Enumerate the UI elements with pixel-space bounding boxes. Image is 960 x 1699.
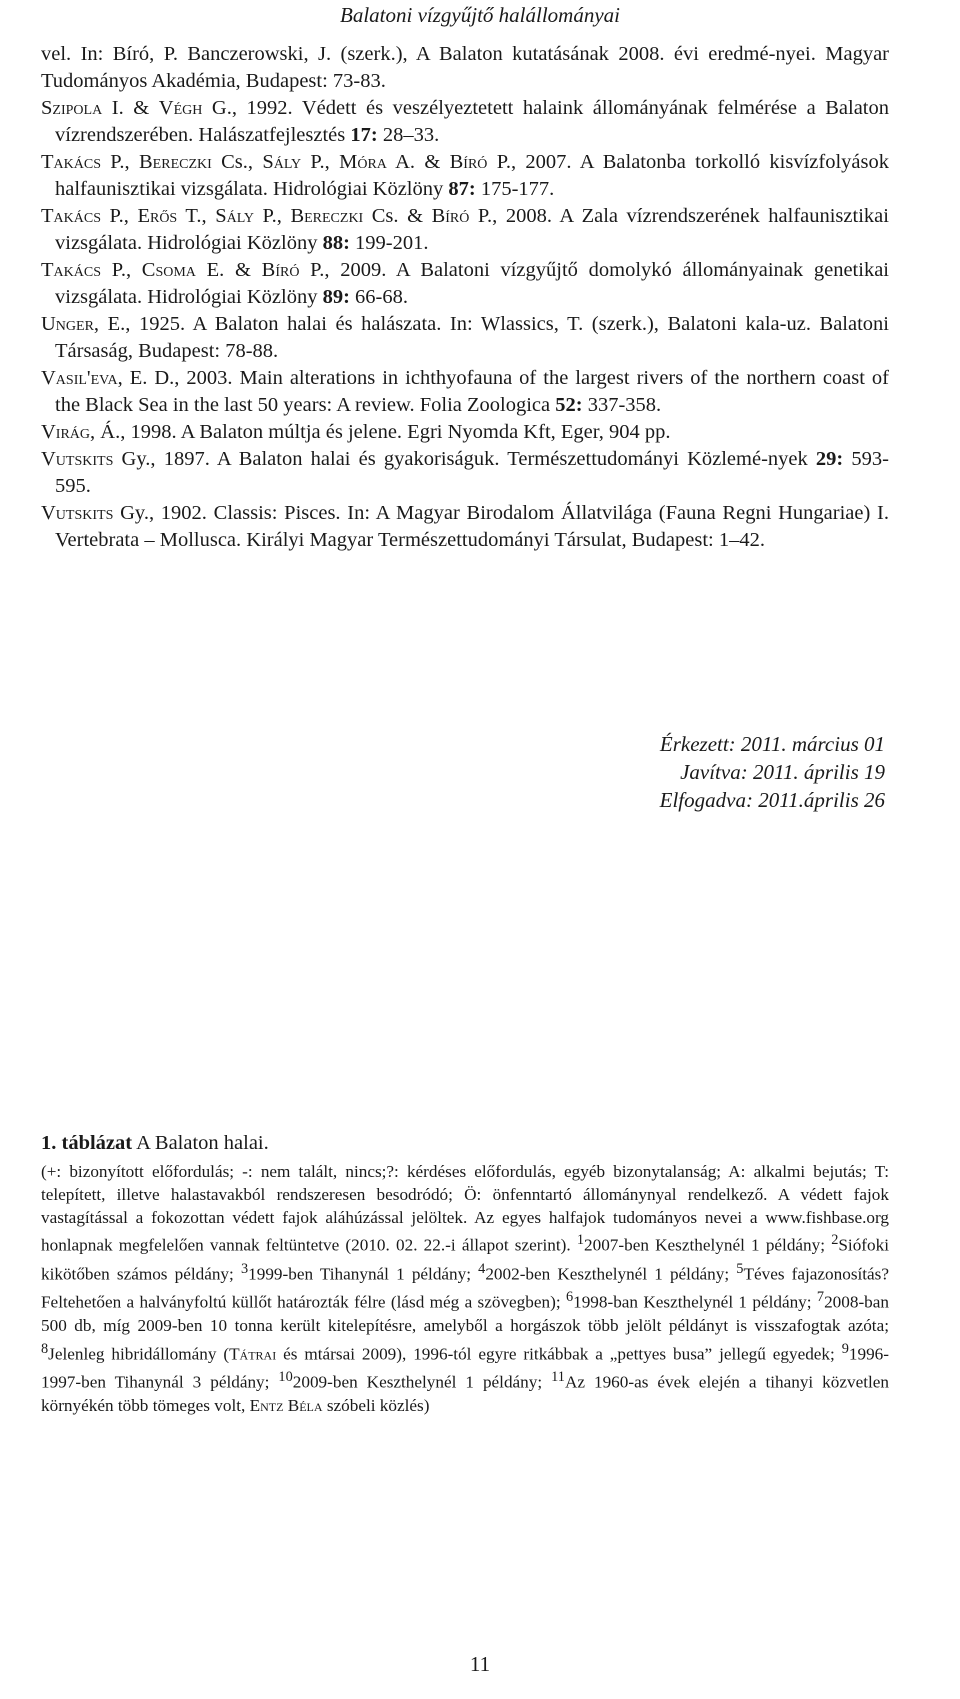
reference-pages: 337-358. [582, 394, 662, 416]
reference-year: P., 2008. [469, 205, 552, 227]
reference-item [41, 257, 889, 311]
author-name: Bereczki [139, 151, 212, 173]
reference-pages: 199-201. [349, 232, 429, 254]
reference-year: , E. D., 2003. [117, 367, 233, 389]
author-name: Vasil'eva [41, 367, 118, 389]
reference-item [41, 311, 889, 365]
author-name: Entz Béla [249, 1395, 323, 1415]
reference-item [41, 500, 889, 554]
author-separator: Cs. & [363, 205, 432, 227]
footnote-marker: 1 [576, 1232, 585, 1249]
author-name: Szipola [41, 97, 103, 119]
reference-item [41, 419, 889, 446]
note-text: Jelenleg hibridállomány ( [48, 1344, 230, 1364]
author-name: Bíró [261, 259, 300, 281]
note-text: 1998-ban Keszthelynél 1 példány; [573, 1293, 817, 1313]
reference-text: A Balatoni vízgyűjtő domolykó állományainak genetikai vizsgálata. Hidrológiai Közlöny [55, 259, 889, 308]
table-title: A Balaton halai. [132, 1132, 269, 1154]
reference-year: Gy., 1902. [113, 502, 207, 524]
reference-pages: 175-177. [475, 178, 555, 200]
table-label: 1. táblázat [41, 1132, 133, 1154]
reference-item [41, 365, 889, 419]
author-name: Sály [215, 205, 254, 227]
reference-text: Classis: Pisces. In: A Magyar Birodalom Állatvilága (Fauna Regni Hungariae) I. Vertebrata – Mollusca. Királyi Magyar Természettudományi Társulat, Budapest: 1–42. [55, 502, 889, 551]
reference-volume: 52: [555, 394, 583, 416]
note-text: szóbeli közlés) [322, 1395, 430, 1415]
footnote-marker: 4 [478, 1260, 486, 1277]
table-note [41, 1161, 889, 1418]
footnote-marker: 5 [736, 1260, 744, 1277]
page-number: 11 [469, 1652, 491, 1676]
note-text: 1999-ben Tihanynál 1 példány; [248, 1264, 479, 1284]
reference-item [41, 95, 889, 149]
author-name: Bíró [449, 151, 488, 173]
reference-item [41, 446, 889, 500]
reference-year: G., 1992. [202, 97, 293, 119]
note-text: 1996-1997-ben Tihanynál 3 példány; [41, 1344, 889, 1393]
reference-item [41, 41, 889, 95]
note-text: Téves fajazonosítás? Feltehetően a halványfoltú küllőt határozták félre (lásd még a szövegben); [41, 1264, 889, 1313]
reference-item [41, 149, 889, 203]
note-text: Az 1960-as évek elején a tihanyi közvetlen környékén több tömeges volt, [41, 1373, 889, 1415]
author-separator: P., [253, 205, 291, 227]
reference-list [41, 41, 889, 554]
running-head: Balatoni vízgyűjtő halállományai [340, 3, 620, 27]
reference-text: Védett és veszélyeztetett halaink állományának felmérése a Balaton vízrendszerében. Halászatfejlesztés [55, 97, 889, 146]
reference-volume: 87: [448, 178, 476, 200]
reference-text: vel. In: Bíró, P. Banczerowski, J. (szerk.), A Balaton kutatásának 2008. évi eredmé-nyei. Magyar Tudományos Akadémia, Budapest: 73-83. [41, 43, 889, 92]
author-separator: I. & [102, 97, 159, 119]
reference-pages: 66-68. [349, 286, 408, 308]
reference-volume: 89: [322, 286, 350, 308]
reference-text: A Zala vízrendszerének halfaunisztikai vizsgálata. Hidrológiai Közlöny [55, 205, 889, 254]
author-name: Vutskits [41, 502, 114, 524]
author-separator: P., [100, 151, 139, 173]
author-name: Erős [137, 205, 178, 227]
author-name: Virág [41, 421, 91, 443]
author-separator: P., [100, 205, 138, 227]
reference-year: , E., 1925. [93, 313, 186, 335]
article-dates [660, 730, 885, 814]
received-date: Érkezett: 2011. március 01 [659, 732, 885, 756]
footnote-marker: 3 [240, 1260, 249, 1277]
reference-item [41, 203, 889, 257]
note-text: 2009-ben Keszthelynél 1 példány; [292, 1373, 552, 1393]
revised-date: Javítva: 2011. április 19 [680, 760, 885, 784]
author-name: Vutskits [41, 448, 114, 470]
footnote-marker: 10 [278, 1369, 293, 1386]
author-name: Bereczki [290, 205, 364, 227]
author-name: Takács [41, 259, 101, 281]
author-separator: A. & [386, 151, 450, 173]
author-name: Unger [41, 313, 94, 335]
note-text: és mtársai 2009), 1996-tól egyre ritkábbak a „pettyes busa” jellegű egyedek; [276, 1344, 842, 1364]
note-text: Siófoki kikötőben számos példány; [41, 1236, 889, 1284]
author-separator: Cs., [211, 151, 263, 173]
reference-text: A Balaton múltja és jelene. Egri Nyomda Kft, Eger, 904 pp. [176, 421, 671, 443]
note-text: 2002-ben Keszthelynél 1 példány; [485, 1264, 737, 1284]
footnote-marker: 11 [551, 1369, 565, 1386]
author-separator: P., [100, 259, 142, 281]
author-name: Takács [41, 151, 101, 173]
note-text: 2008-ban 500 db, míg 2009-ben 10 tonna került kitelepítésre, amelyből a horgászok több jelölt példányt is visszafogtak azóta; [41, 1293, 889, 1335]
author-name: Takács [41, 205, 101, 227]
author-name: Tátrai [229, 1344, 277, 1364]
reference-year: Gy., 1897. [113, 448, 210, 470]
reference-pages: 593-595. [55, 448, 889, 497]
reference-text: Main alterations in ichthyofauna of the largest rivers of the northern coast of the Black Sea in the last 50 years: A review. Folia Zoologica [55, 367, 890, 416]
accepted-date: Elfogadva: 2011.április 26 [659, 788, 885, 812]
reference-text: A Balatonba torkolló kisvízfolyások halfaunisztikai vizsgálata. Hidrológiai Közlöny [55, 151, 889, 200]
author-separator: T., [177, 205, 216, 227]
reference-year: P., 2007. [487, 151, 572, 173]
reference-year: P., 2009. [299, 259, 387, 281]
reference-text: A Balaton halai és gyakoriságuk. Természettudományi Közlemé-nyek [209, 448, 816, 470]
author-name: Csoma [141, 259, 196, 281]
table-caption [41, 1130, 269, 1157]
reference-text: A Balaton halai és halászata. In: Wlassics, T. (szerk.), Balatoni kala-uz. Balatoni Társaság, Budapest: 78-88. [55, 313, 889, 362]
reference-volume: 29: [815, 448, 844, 470]
note-text: (+: bizonyított előfordulás; -: nem talált, nincs;?: kérdéses előfordulás, egyéb bizonytalanság; A: alkalmi bejutás; T: telepített, illetve halastavakból rendszeresen besodródó; Ö: önfenntartó állománynyal rendelkező. A védett fajok vastagítással a fokozottan védett fajok aláhúzással jelöltek. Az egyes halfajok tudományos nevei a www.fishbase.org honlapnak megfelelően vannak feltüntetve (2010. 02. 22.-i állapot szerint). [41, 1162, 889, 1256]
author-separator: E. & [195, 259, 262, 281]
author-name: Móra [339, 151, 387, 173]
reference-volume: 88: [322, 232, 350, 254]
author-name: Bíró [431, 205, 470, 227]
author-name: Sály [262, 151, 302, 173]
reference-year: , Á., 1998. [90, 421, 177, 443]
reference-pages: 28–33. [377, 124, 440, 146]
footnote-marker: 9 [841, 1340, 849, 1357]
footnote-marker: 7 [816, 1289, 825, 1306]
footnote-marker: 6 [565, 1289, 574, 1306]
footnote-marker: 8 [41, 1340, 49, 1357]
author-separator: P., [301, 151, 340, 173]
note-text: 2007-ben Keszthelynél 1 példány; [584, 1236, 832, 1256]
footnote-marker: 2 [831, 1232, 839, 1249]
reference-volume: 17: [350, 124, 378, 146]
author-name: Végh [158, 97, 203, 119]
